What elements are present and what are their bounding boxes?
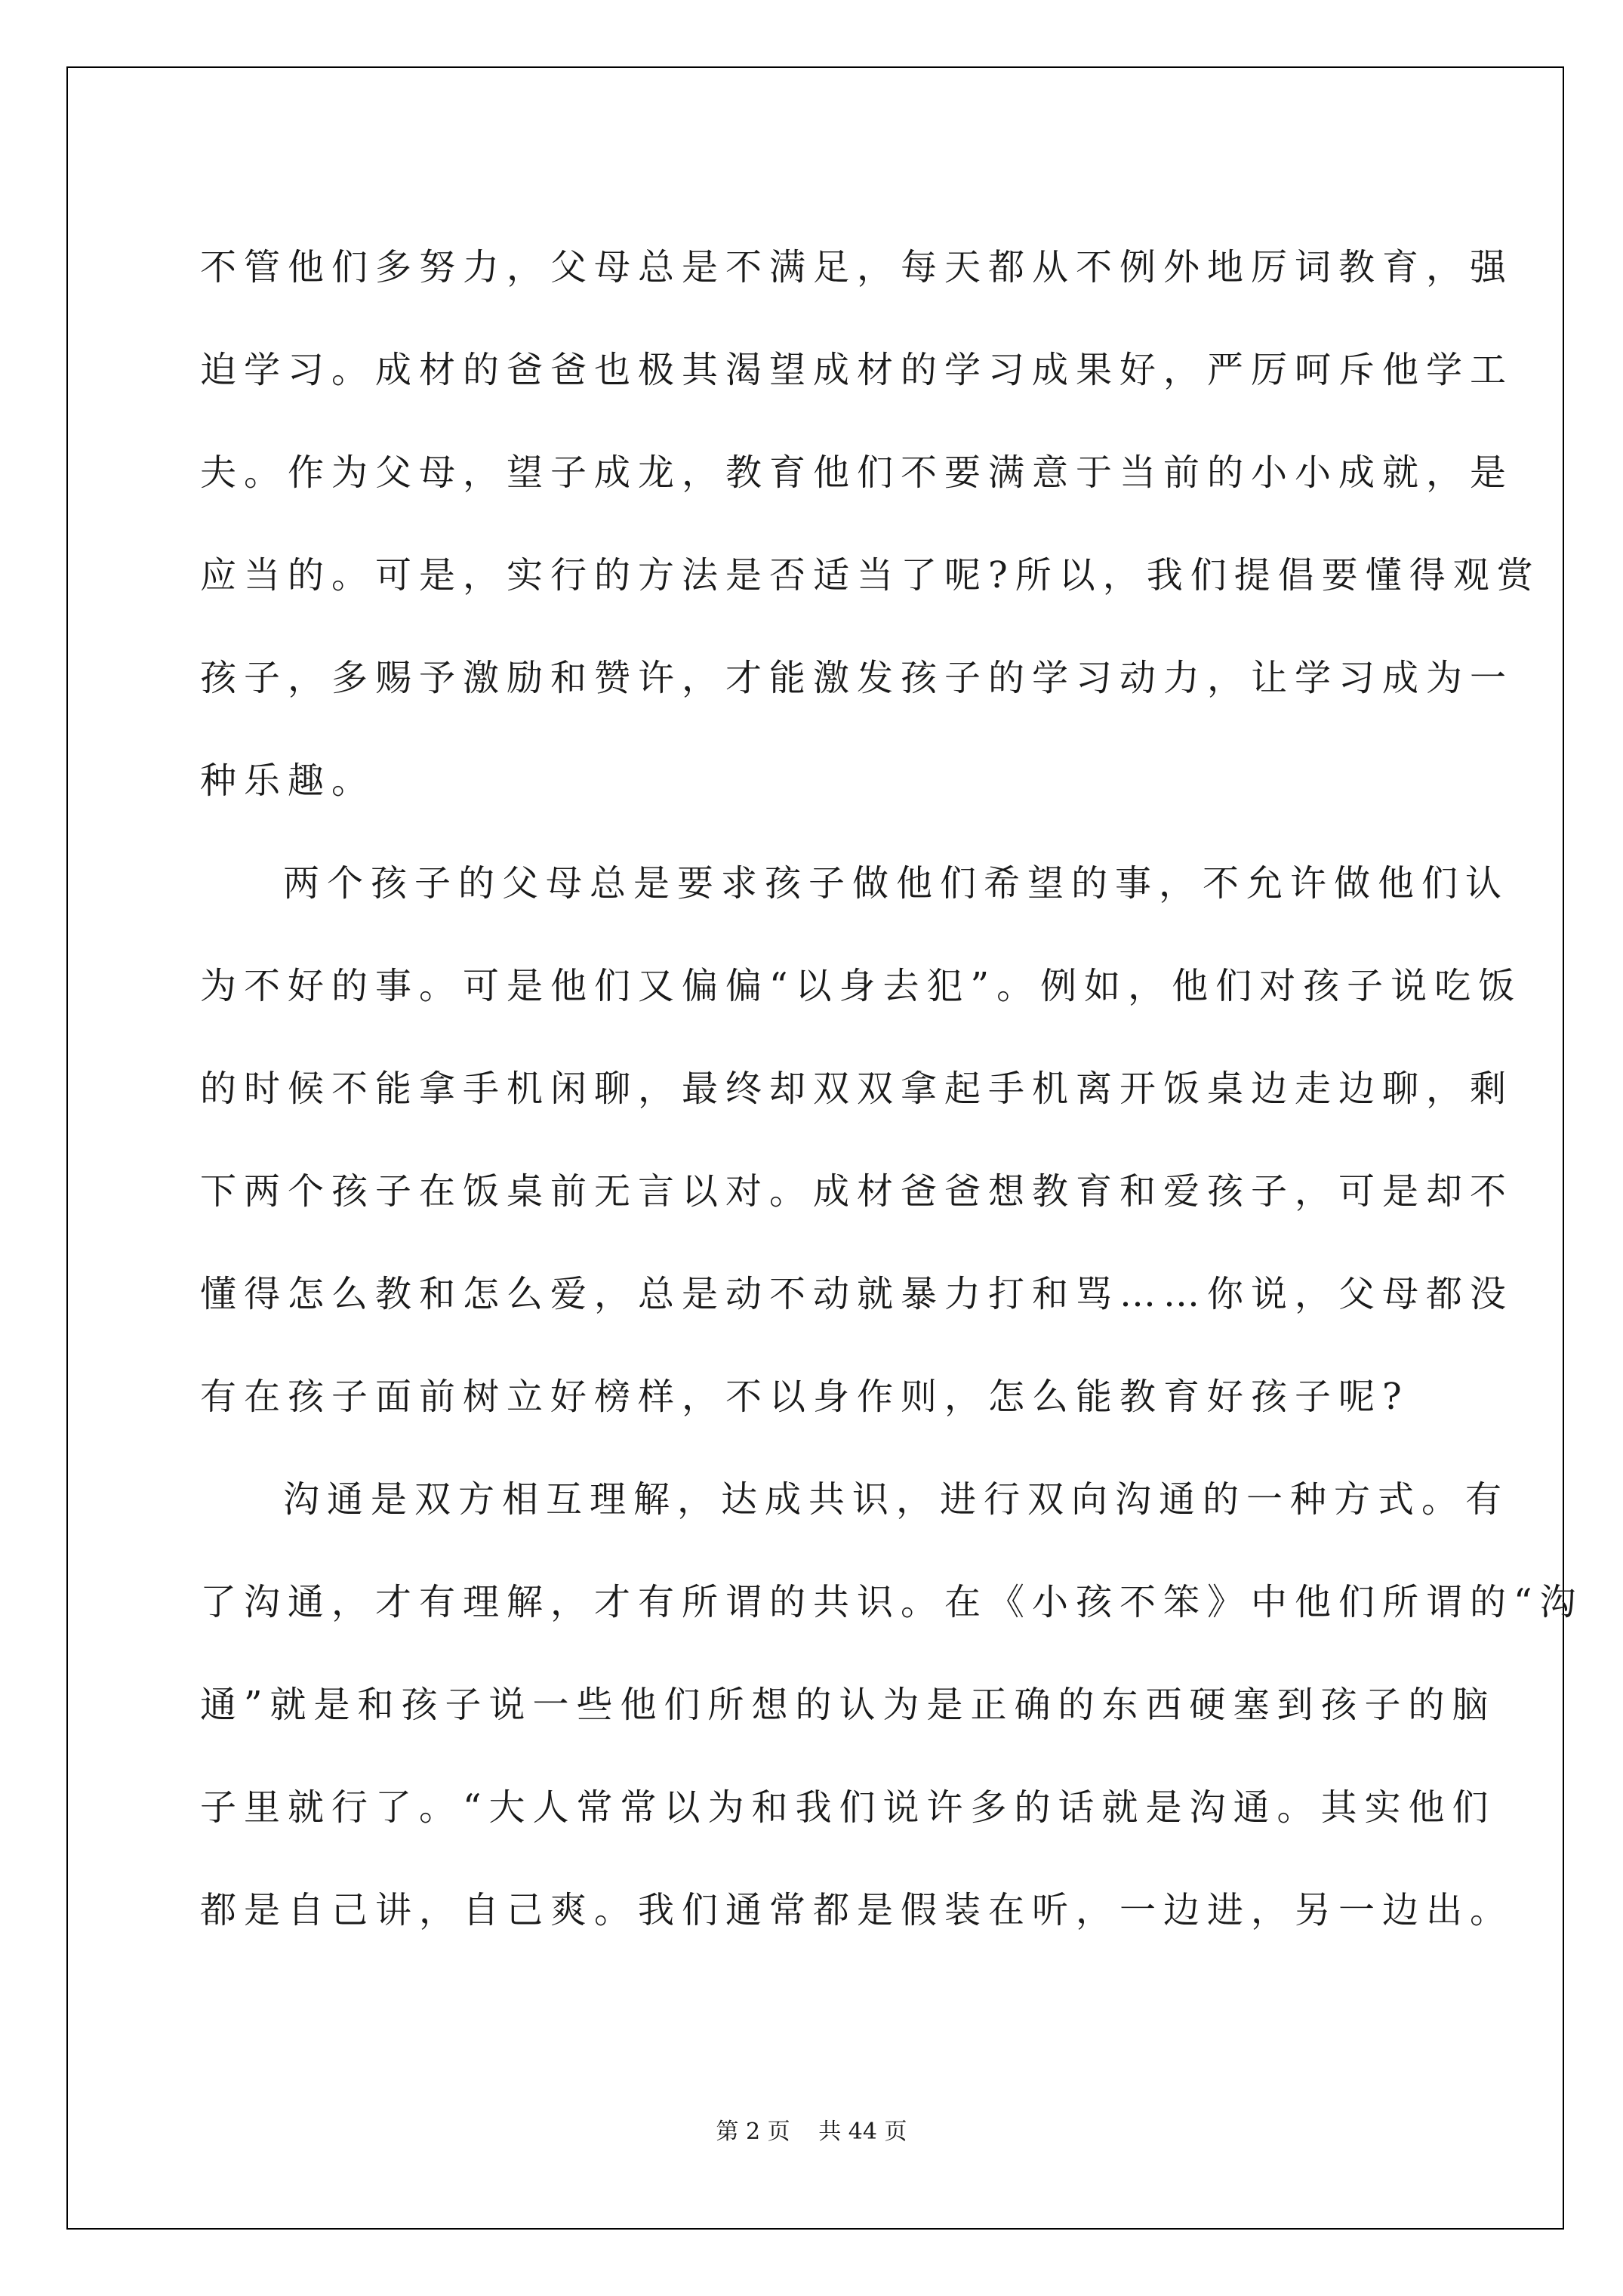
paragraph-3 — [200, 1448, 1584, 1931]
text-line: 为不好的事。可是他们又偏偏“以身去犯”。例如，他们对孩子说吃饭 — [200, 965, 1523, 1007]
document-body — [200, 216, 1584, 1931]
text-line: 两个孩子的父母总是要求孩子做他们希望的事，不允许做他们认 — [283, 862, 1510, 905]
total-pages: 共 44 页 — [818, 2119, 907, 2145]
text-line: 了沟通，才有理解，才有所谓的共识。在《小孩不笨》中他们所谓的“沟 — [200, 1581, 1584, 1623]
text-line: 子里就行了。“大人常常以为和我们说许多的话就是沟通。其实他们 — [200, 1786, 1496, 1829]
paragraph-2 — [200, 832, 1523, 1448]
paragraph-1 — [200, 216, 1541, 832]
text-line: 的时候不能拿手机闲聊，最终却双双拿起手机离开饭桌边走边聊，剩 — [200, 1068, 1514, 1110]
page-footer — [0, 2113, 1623, 2146]
text-line: 沟通是双方相互理解，达成共识，进行双向沟通的一种方式。有 — [283, 1478, 1510, 1521]
text-line: 迫学习。成材的爸爸也极其渴望成材的学习成果好，严厉呵斥他学工 — [200, 349, 1514, 391]
text-line: 下两个孩子在饭桌前无言以对。成材爸爸想教育和爱孩子，可是却不 — [200, 1170, 1514, 1213]
page-number: 第 2 页 — [716, 2119, 790, 2145]
text-line: 都是自己讲，自己爽。我们通常都是假装在听，一边进，另一边出。 — [200, 1889, 1514, 1931]
text-line: 不管他们多努力，父母总是不满足，每天都从不例外地厉词教育，强 — [200, 246, 1514, 288]
text-line: 应当的。可是，实行的方法是否适当了呢?所以，我们提倡要懂得观赏 — [200, 554, 1541, 596]
text-line: 懂得怎么教和怎么爱，总是动不动就暴力打和骂……你说，父母都没 — [200, 1273, 1514, 1315]
text-line: 孩子，多赐予激励和赞许，才能激发孩子的学习动力，让学习成为一 — [200, 657, 1514, 699]
text-line: 有在孩子面前树立好榜样，不以身作则，怎么能教育好孩子呢? — [200, 1376, 1409, 1418]
text-line: 通”就是和孩子说一些他们所想的认为是正确的东西硬塞到孩子的脑 — [200, 1684, 1496, 1726]
text-line: 夫。作为父母，望子成龙，教育他们不要满意于当前的小小成就，是 — [200, 451, 1514, 494]
text-line: 种乐趣。 — [200, 760, 376, 802]
